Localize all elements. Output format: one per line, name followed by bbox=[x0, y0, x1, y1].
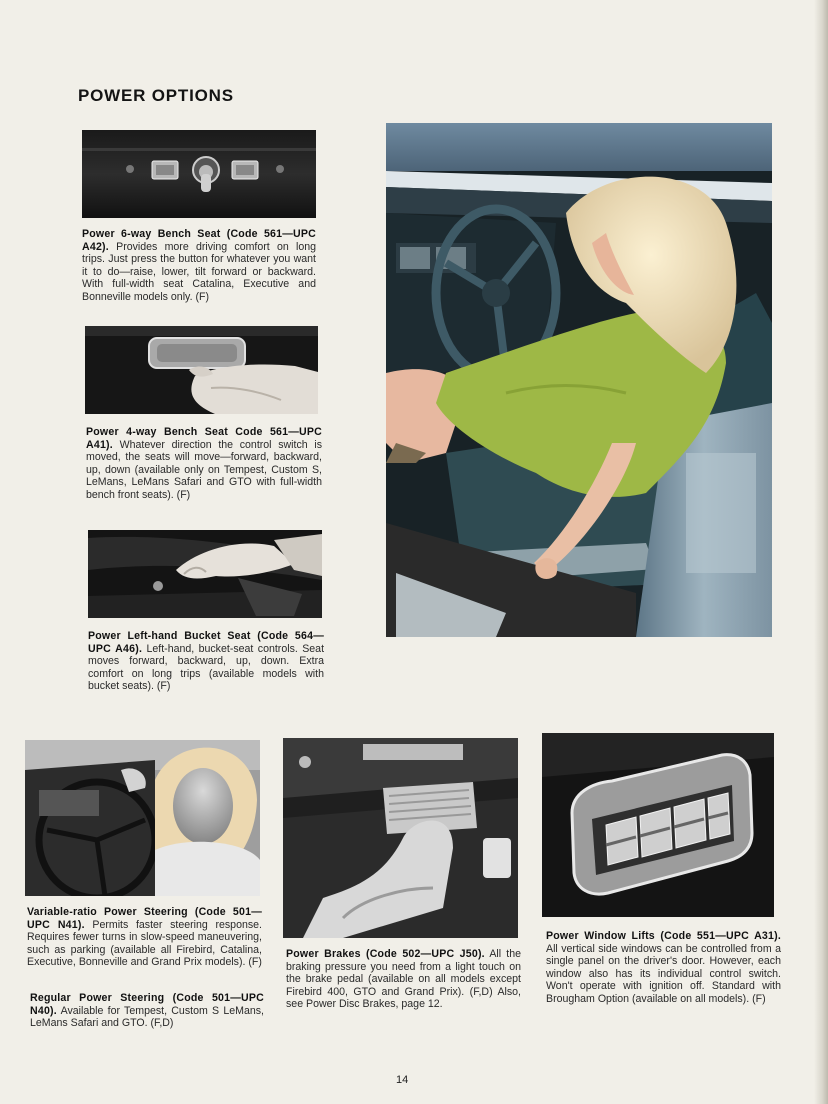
caption-title: Power 4-way Bench Seat Code 561—UPC A41). bbox=[86, 426, 322, 451]
caption-body: Provides more driving comfort on long trips. Just press the button for whatever you want it to do—raise, lower, tilt forward or backward. With full-width seat Catalina, Executive and Bonneville models only. (F) bbox=[82, 240, 316, 303]
photo-bucket-seat-control bbox=[88, 530, 322, 618]
caption-title: Power 6-way Bench Seat (Code 561—UPC A42). bbox=[82, 228, 316, 253]
caption-6way-bench-seat bbox=[82, 228, 316, 304]
caption-body: Whatever direction the control switch is moved, the seats will move—forward, backward, up, down (available only on Tempest, Custom S, LeMans, LeMans Safari and GTO with full-width bench front seats). (F) bbox=[86, 438, 322, 501]
caption-power-brakes bbox=[286, 948, 521, 1011]
photo-power-steering bbox=[25, 740, 260, 896]
caption-title: Power Left-hand Bucket Seat (Code 564—UPC A46). bbox=[88, 630, 324, 655]
caption-title: Power Window Lifts (Code 551—UPC A31). bbox=[546, 930, 781, 942]
page-heading: POWER OPTIONS bbox=[78, 86, 234, 105]
caption-body: Available for Tempest, Custom S LeMans, LeMans Safari and GTO. (F,D) bbox=[30, 1004, 264, 1030]
caption-body: Permits faster steering response. Requires fewer turns in slow-speed maneuvering, such as parking (available all Firebird, Catalina, Executive, Bonneville and Grand Prix models). (F) bbox=[27, 918, 262, 969]
caption-bucket-seat bbox=[88, 630, 324, 693]
photo-woman-driver-seat bbox=[386, 123, 772, 637]
caption-variable-ratio-steering bbox=[27, 906, 262, 969]
photo-6way-seat-switch bbox=[82, 130, 316, 218]
caption-4way-bench-seat bbox=[86, 426, 322, 502]
caption-power-window-lifts bbox=[546, 930, 781, 1006]
caption-title: Regular Power Steering (Code 501—UPC N40). bbox=[30, 992, 264, 1017]
caption-title: Power Brakes (Code 502—UPC J50). bbox=[286, 948, 485, 960]
photo-power-brakes bbox=[283, 738, 518, 938]
page-number: 14 bbox=[396, 1074, 409, 1086]
photo-window-switch-panel bbox=[542, 733, 774, 917]
caption-regular-steering bbox=[30, 992, 264, 1030]
page-edge bbox=[814, 0, 828, 1104]
caption-body: All vertical side windows can be controlled from a single panel on the driver's door. However, each window also has its individual control switch. Won't operate with ignition off. Standard with Brougham Option (available on all models). (F) bbox=[546, 942, 781, 1005]
caption-title: Variable-ratio Power Steering (Code 501—UPC N41). bbox=[27, 906, 262, 931]
caption-body: All the braking pressure you need from a light touch on the brake pedal (available on all models except Firebird 400, GTO and Grand Prix). (F,D) Also, see Power Disc Brakes, page 12. bbox=[286, 948, 521, 1011]
caption-body: Left-hand, bucket-seat controls. Seat moves forward, backward, up, down. Extra comfort on long trips (available models with bucket seats). (F) bbox=[88, 642, 325, 693]
photo-4way-seat-switch bbox=[85, 326, 318, 414]
